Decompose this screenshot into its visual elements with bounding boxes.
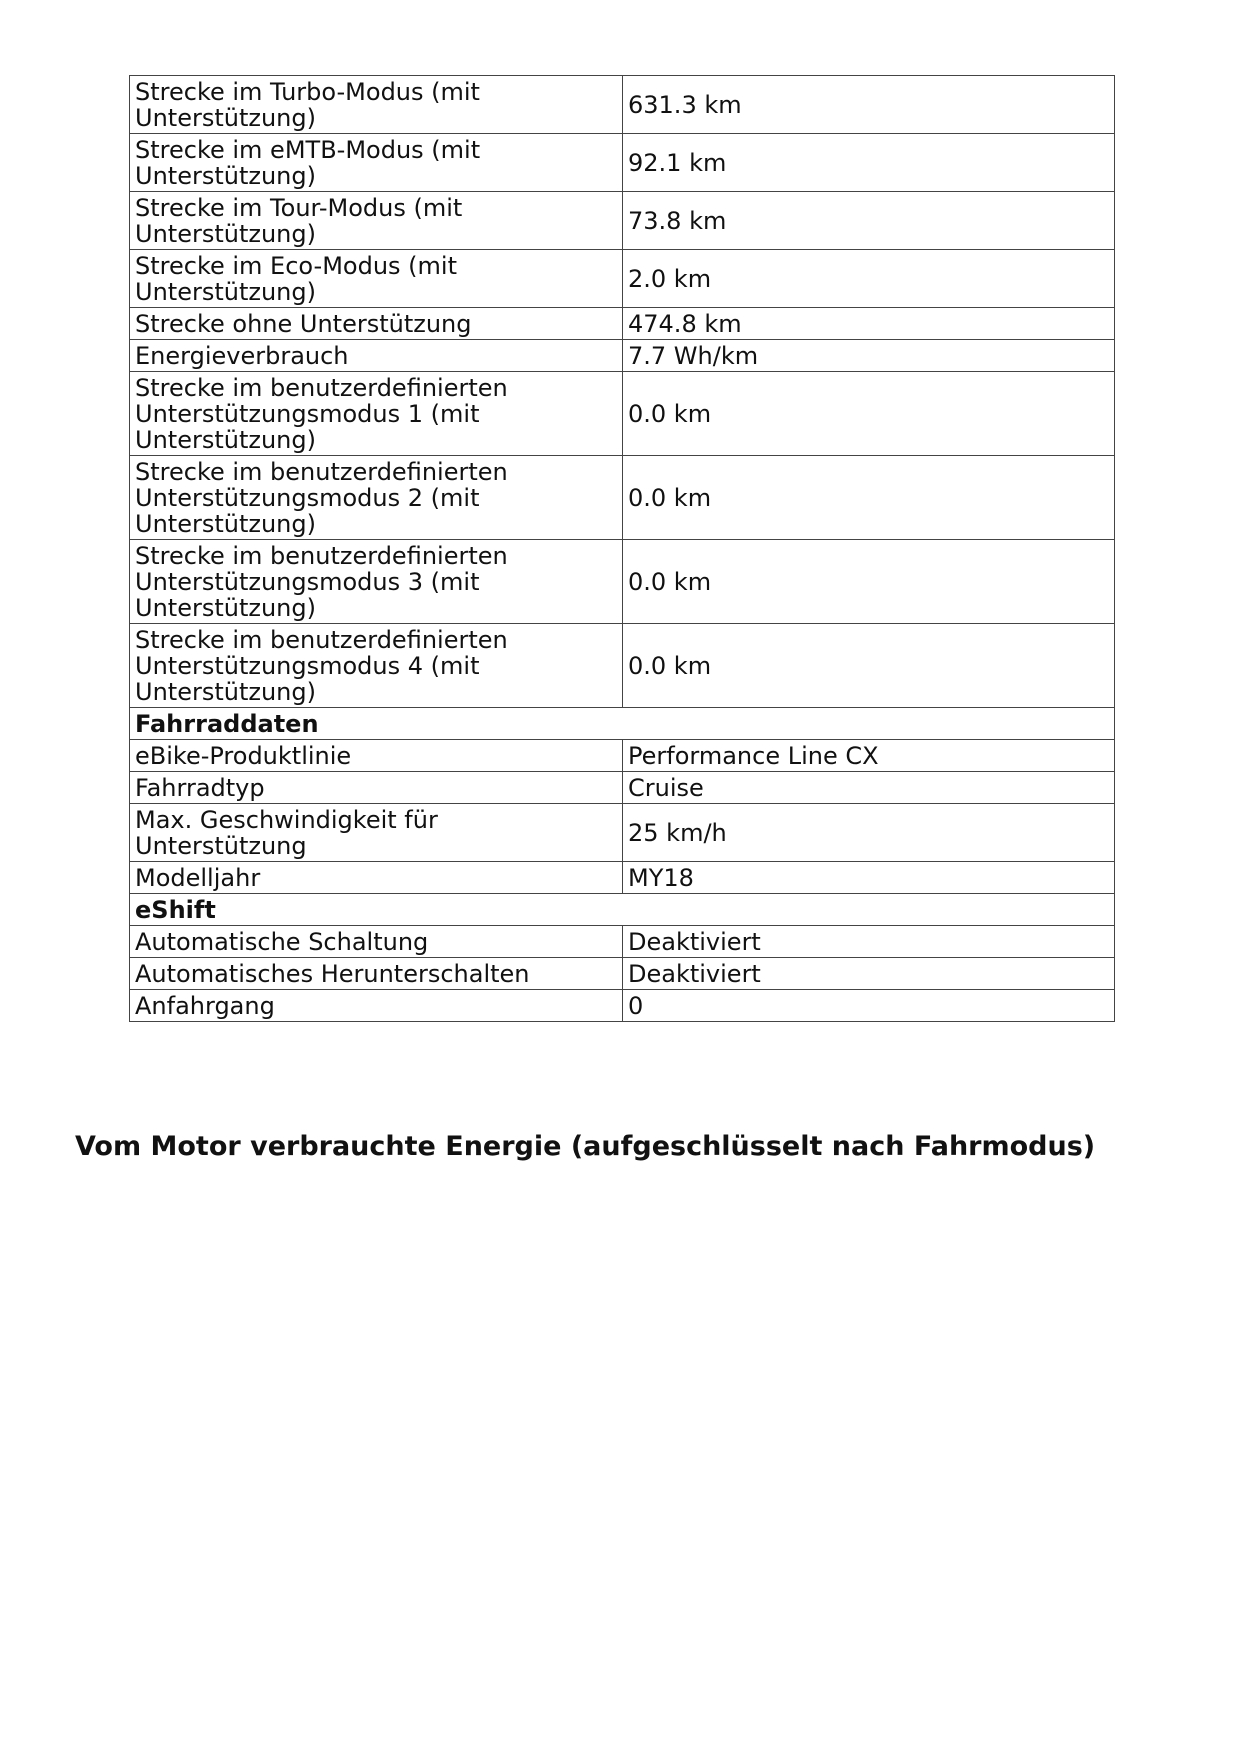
row-value: 73.8 km xyxy=(623,192,1115,250)
table-row xyxy=(130,192,1115,250)
table-row xyxy=(130,134,1115,192)
row-label: Strecke im eMTB-Modus (mit Unterstützung) xyxy=(130,134,623,192)
section-heading-motor-energy: Vom Motor verbrauchte Energie (aufgeschlüsselt nach Fahrmodus) xyxy=(75,1131,1096,1162)
table-section-row xyxy=(130,708,1115,740)
table-row xyxy=(130,372,1115,456)
row-value: 474.8 km xyxy=(623,308,1115,340)
row-label: Max. Geschwindigkeit für Unterstützung xyxy=(130,804,623,862)
row-value: Deaktiviert xyxy=(623,926,1115,958)
row-label: Fahrradtyp xyxy=(130,772,623,804)
table-section-row xyxy=(130,894,1115,926)
row-value: 0 xyxy=(623,990,1115,1022)
table-row xyxy=(130,250,1115,308)
row-value: Deaktiviert xyxy=(623,958,1115,990)
row-value: 7.7 Wh/km xyxy=(623,340,1115,372)
row-value: 0.0 km xyxy=(623,540,1115,624)
table-row xyxy=(130,540,1115,624)
row-value: Performance Line CX xyxy=(623,740,1115,772)
row-value: 631.3 km xyxy=(623,76,1115,134)
ride-statistics-table xyxy=(129,75,1115,1022)
row-label: Modelljahr xyxy=(130,862,623,894)
row-label: Strecke im benutzerdefinierten Unterstützungsmodus 4 (mit Unterstützung) xyxy=(130,624,623,708)
table-row xyxy=(130,990,1115,1022)
row-label: Strecke im Tour-Modus (mit Unterstützung) xyxy=(130,192,623,250)
section-label: Fahrraddaten xyxy=(130,708,1115,740)
row-label: Strecke im Turbo-Modus (mit Unterstützung) xyxy=(130,76,623,134)
table-row xyxy=(130,926,1115,958)
table-row xyxy=(130,76,1115,134)
row-label: Strecke im benutzerdefinierten Unterstützungsmodus 1 (mit Unterstützung) xyxy=(130,372,623,456)
table-row xyxy=(130,958,1115,990)
table-row xyxy=(130,862,1115,894)
table-row xyxy=(130,772,1115,804)
table-row xyxy=(130,456,1115,540)
table-row xyxy=(130,740,1115,772)
row-label: Automatische Schaltung xyxy=(130,926,623,958)
table-row xyxy=(130,804,1115,862)
row-value: 0.0 km xyxy=(623,624,1115,708)
section-label: eShift xyxy=(130,894,1115,926)
row-value: 0.0 km xyxy=(623,456,1115,540)
row-value: 25 km/h xyxy=(623,804,1115,862)
row-label: Strecke ohne Unterstützung xyxy=(130,308,623,340)
row-value: 2.0 km xyxy=(623,250,1115,308)
row-label: Anfahrgang xyxy=(130,990,623,1022)
row-value: 0.0 km xyxy=(623,372,1115,456)
row-label: Energieverbrauch xyxy=(130,340,623,372)
row-value: MY18 xyxy=(623,862,1115,894)
row-value: Cruise xyxy=(623,772,1115,804)
table-row xyxy=(130,308,1115,340)
row-value: 92.1 km xyxy=(623,134,1115,192)
table-row xyxy=(130,624,1115,708)
row-label: eBike-Produktlinie xyxy=(130,740,623,772)
row-label: Strecke im benutzerdefinierten Unterstützungsmodus 2 (mit Unterstützung) xyxy=(130,456,623,540)
row-label: Strecke im benutzerdefinierten Unterstützungsmodus 3 (mit Unterstützung) xyxy=(130,540,623,624)
table-row xyxy=(130,340,1115,372)
ride-statistics-table-body xyxy=(130,76,1115,1022)
row-label: Strecke im Eco-Modus (mit Unterstützung) xyxy=(130,250,623,308)
row-label: Automatisches Herunterschalten xyxy=(130,958,623,990)
